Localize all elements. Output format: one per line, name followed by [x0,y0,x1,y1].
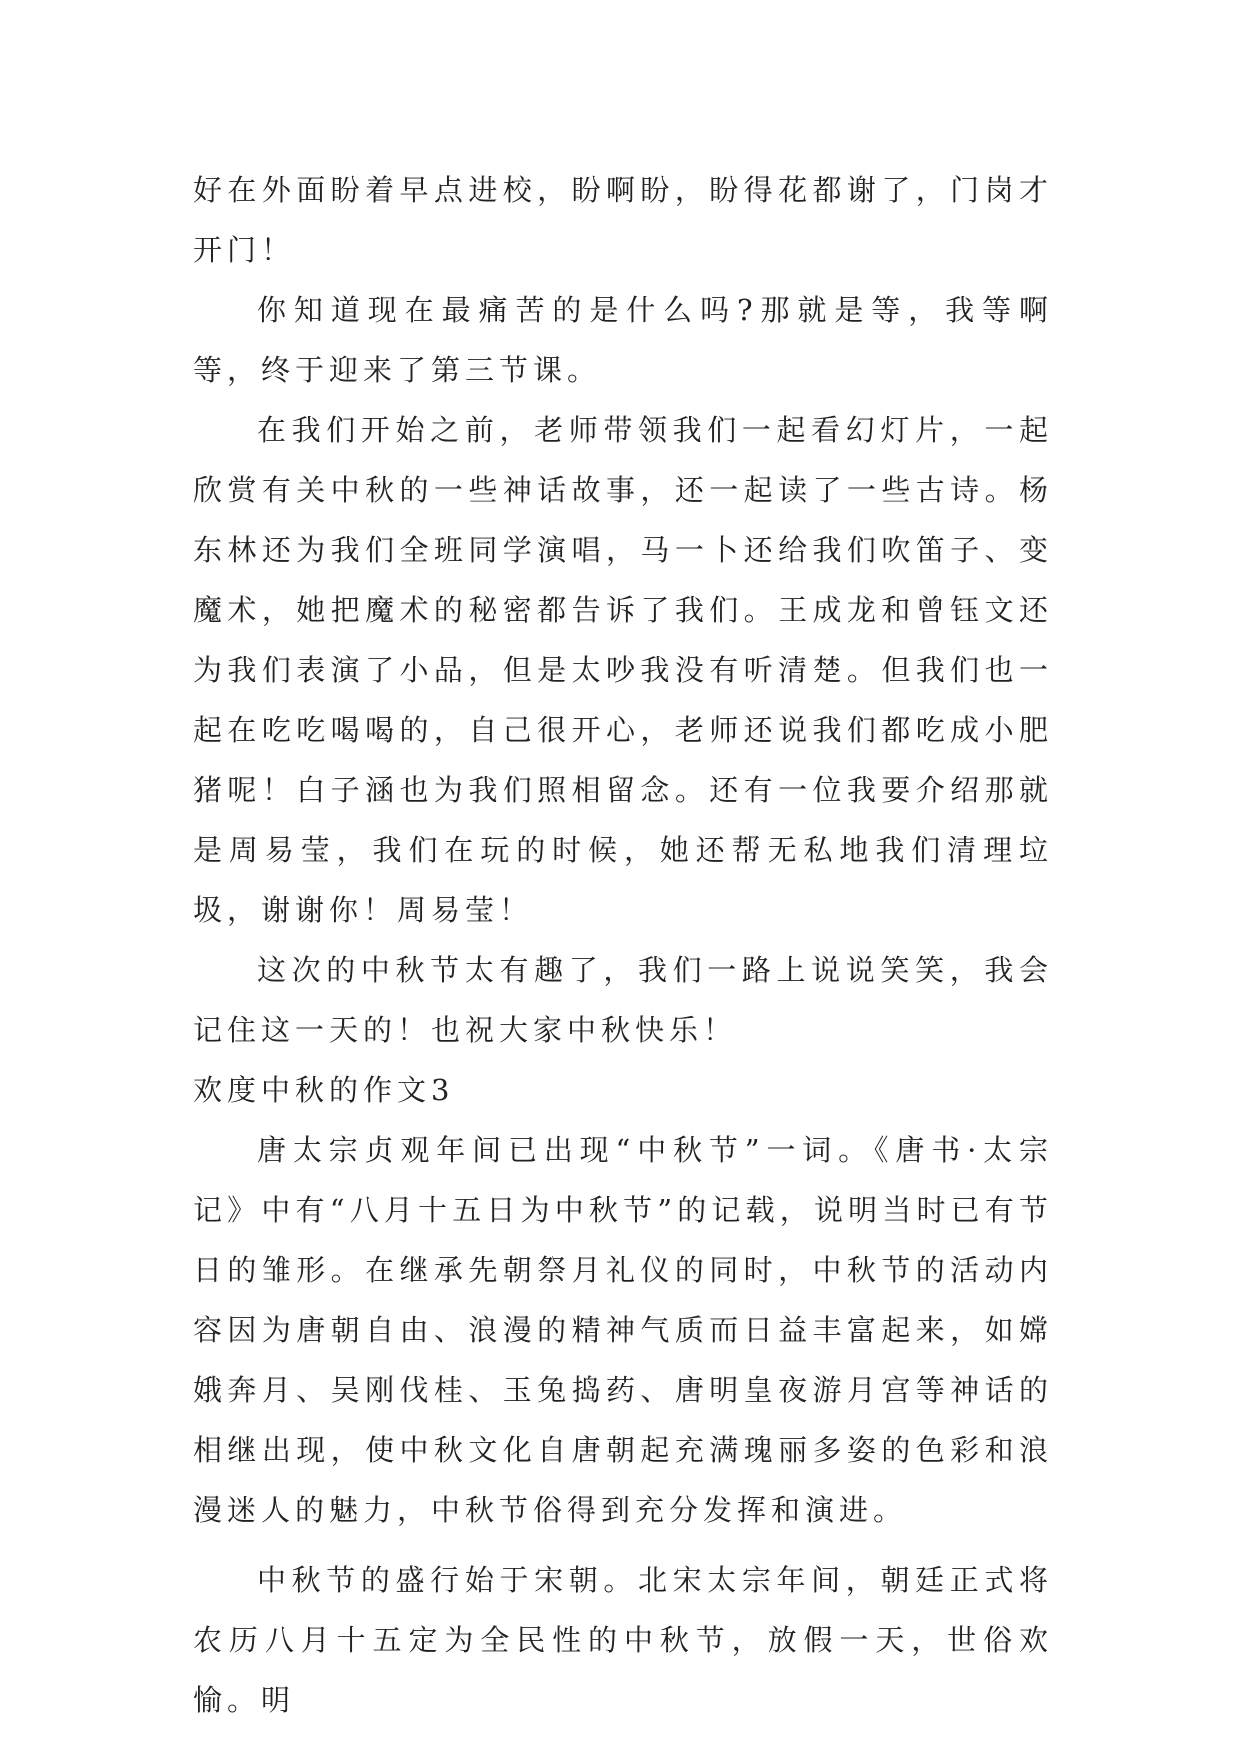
paragraph: 在我们开始之前，老师带领我们一起看幻灯片，一起欣赏有关中秋的一些神话故事，还一起读了一些古诗。杨东林还为我们全班同学演唱，马一卜还给我们吹笛子、变魔术，她把魔术的秘密都告诉了我们。王成龙和曾钰文还为我们表演了小品，但是太吵我没有听清楚。但我们也一起在吃吃喝喝的，自己很开心，老师还说我们都吃成小肥猪呢！白子涵也为我们照相留念。还有一位我要介绍那就是周易莹，我们在玩的时候，她还帮无私地我们清理垃圾，谢谢你！周易莹！ [193,413,1053,927]
document-body [193,160,1053,1730]
section-heading: 欢度中秋的作文3 [193,1073,455,1107]
paragraph: 你知道现在最痛苦的是什么吗?那就是等，我等啊等，终于迎来了第三节课。 [193,293,1053,387]
paragraph: 中秋节的盛行始于宋朝。北宋太宗年间，朝廷正式将农历八月十五定为全民性的中秋节，放假一天，世俗欢愉。明 [193,1563,1053,1717]
paragraph: 这次的中秋节太有趣了，我们一路上说说笑笑，我会记住这一天的！也祝大家中秋快乐！ [193,953,1053,1047]
paragraph-continuation: 好在外面盼着早点进校，盼啊盼，盼得花都谢了，门岗才开门！ [193,173,1053,267]
paragraph: 唐太宗贞观年间已出现“中秋节”一词。《唐书·太宗记》中有“八月十五日为中秋节”的记载，说明当时已有节日的雏形。在继承先朝祭月礼仪的同时，中秋节的活动内容因为唐朝自由、浪漫的精神气质而日益丰富起来，如嫦娥奔月、吴刚伐桂、玉兔捣药、唐明皇夜游月宫等神话的相继出现，使中秋文化自唐朝起充满瑰丽多姿的色彩和浪漫迷人的魅力，中秋节俗得到充分发挥和演进。 [193,1133,1053,1527]
